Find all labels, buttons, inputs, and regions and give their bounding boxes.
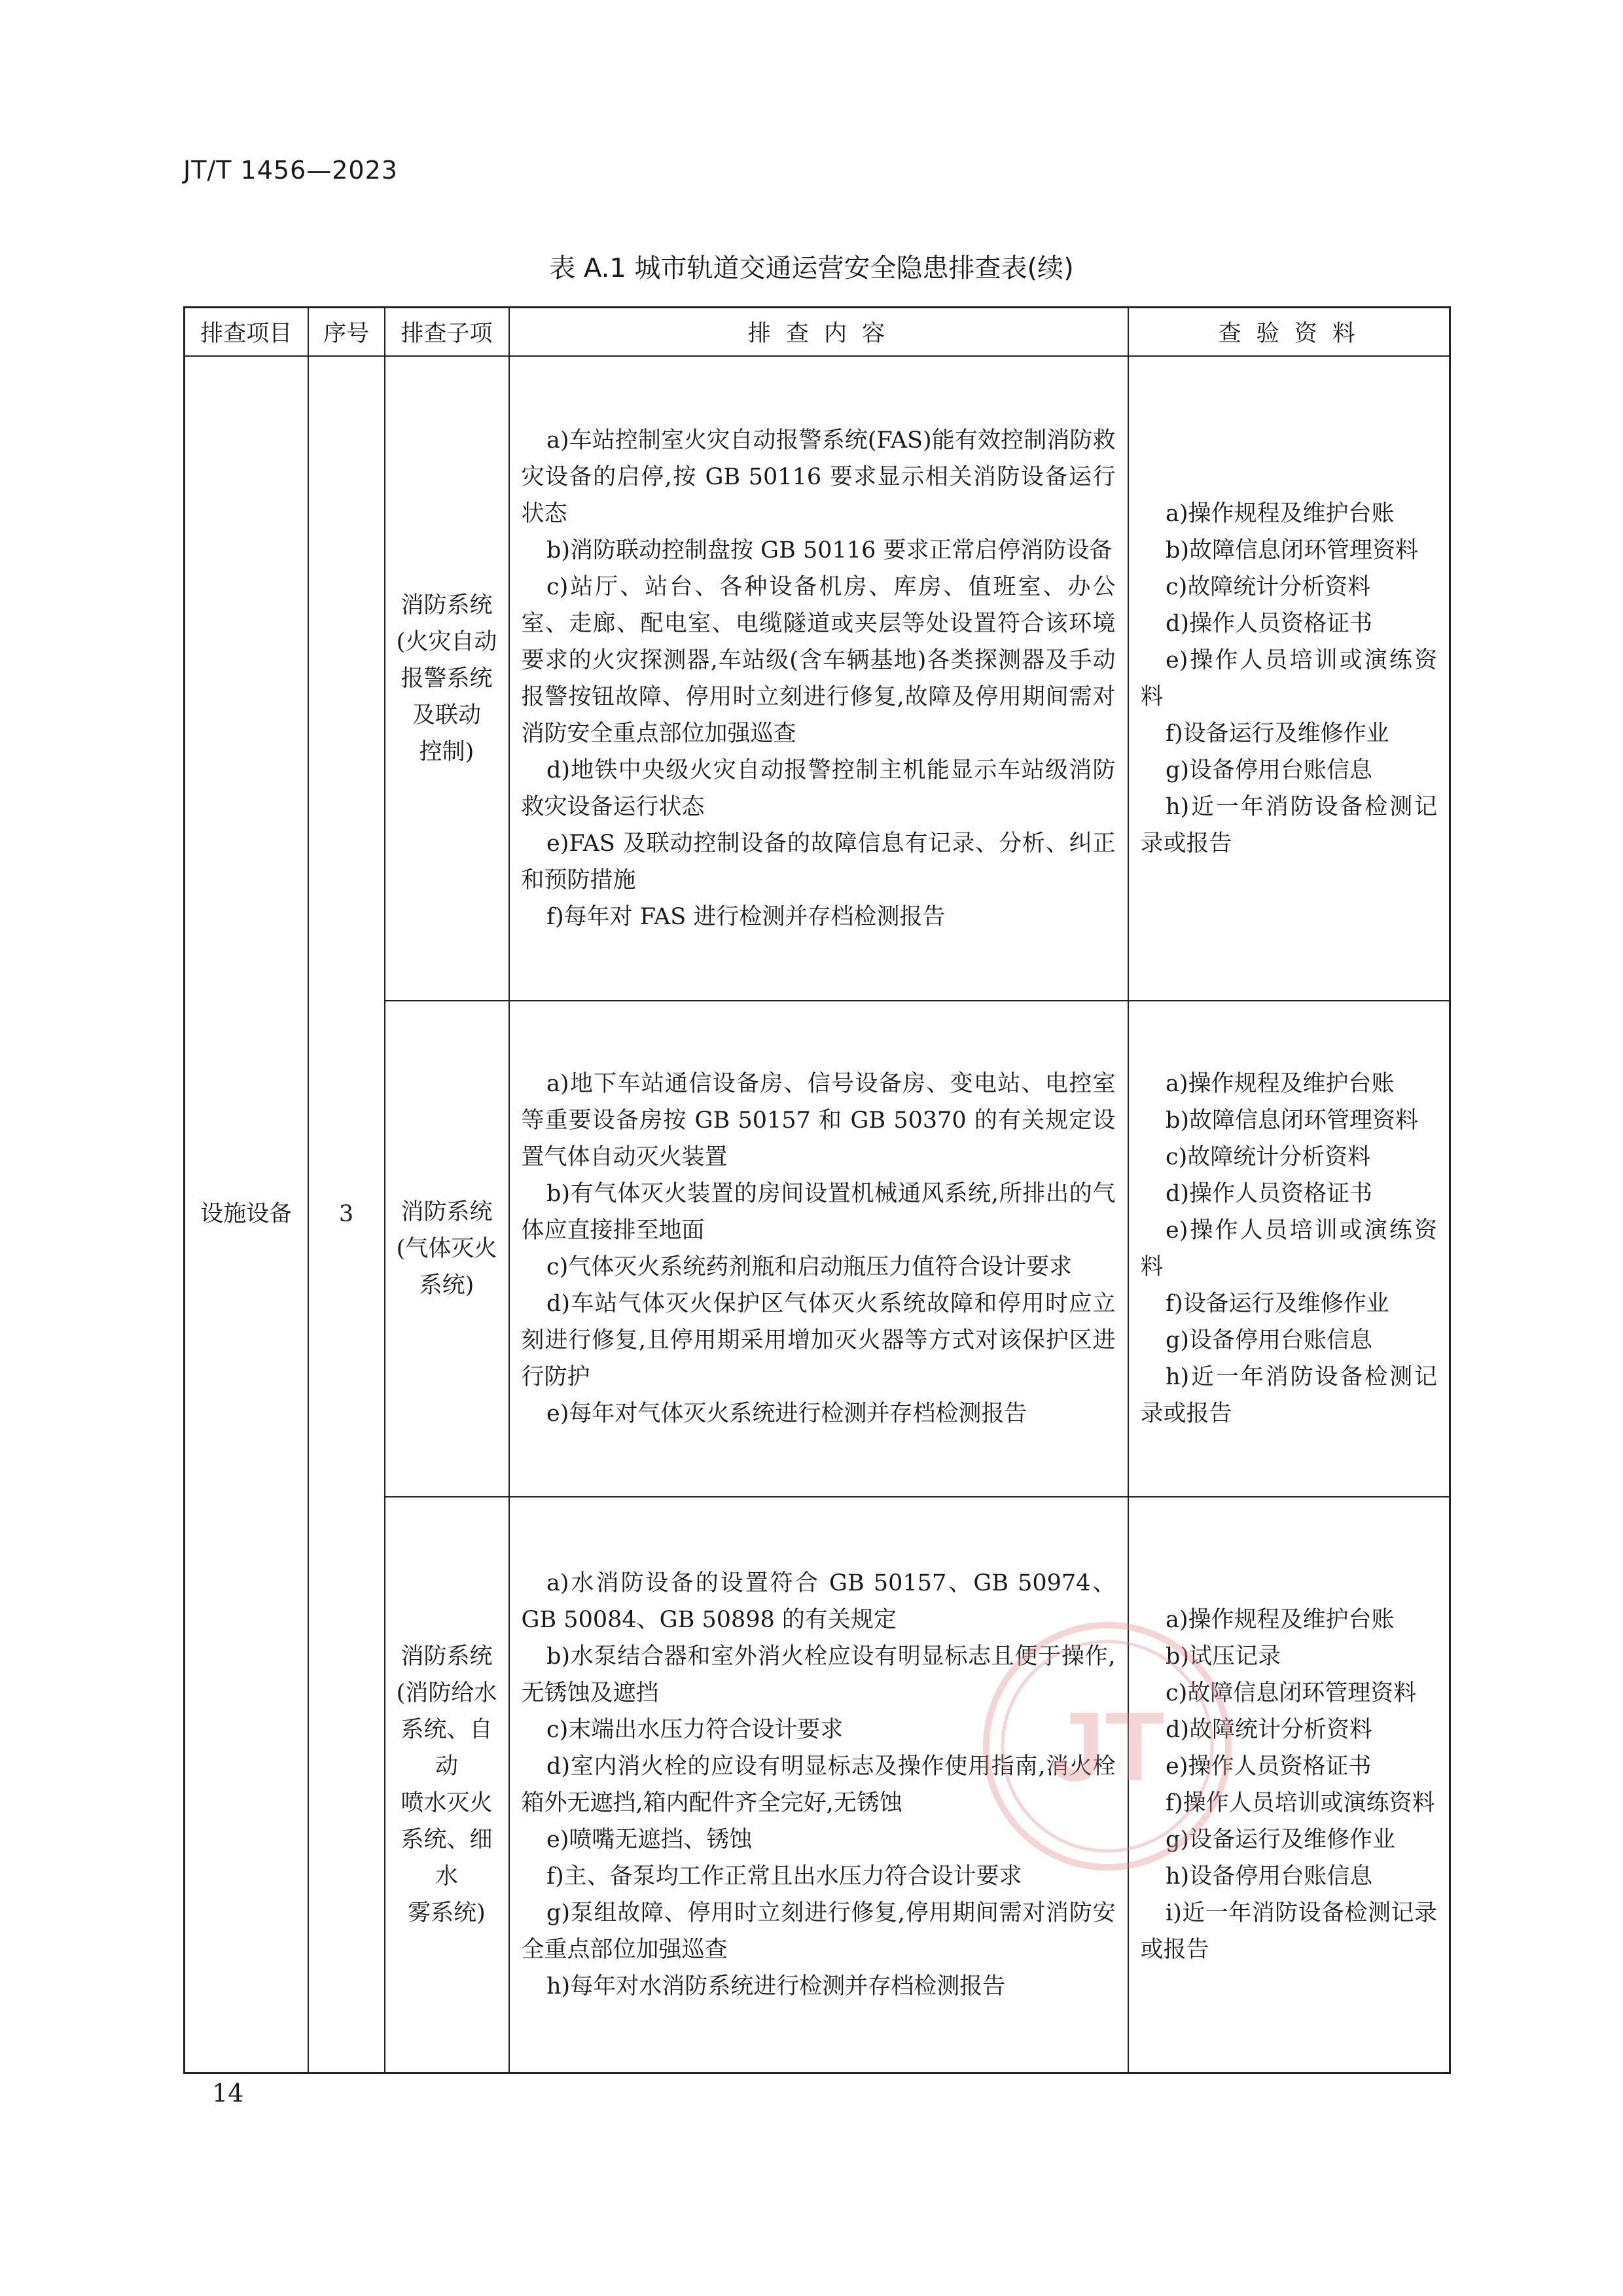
materials-item: d)操作人员资格证书 [1166,610,1373,637]
subitem-line: (消防给水 [396,1679,497,1706]
table-title: 表 A.1 城市轨道交通运营安全隐患排查表(续) [549,253,1074,283]
table-row [185,356,1450,1001]
materials-item: g)设备运行及维修作业 [1166,1826,1396,1853]
subitem-line: (气体灭火 [396,1236,497,1262]
materials-item: f)设备运行及维修作业 [1166,720,1389,747]
materials-item: b)故障信息闭环管理资料 [1166,537,1419,564]
content-item: f)主、备泵均工作正常且出水压力符合设计要求 [546,1863,1022,1890]
subitem-cell [385,356,509,1001]
subitem-line: 系统) [419,1272,474,1299]
inspection-table [183,306,1451,2074]
inspection-item-cell: 设施设备 [185,356,308,2073]
materials-cell [1128,1001,1450,1497]
materials-item: f)设备运行及维修作业 [1166,1291,1389,1317]
materials-item: c)故障统计分析资料 [1166,573,1371,600]
subitem-line: 控制) [419,738,474,765]
subitem-line: 系统、自动 [401,1716,493,1780]
content-item: c)末端出水压力符合设计要求 [546,1716,844,1743]
content-item: g)泵组故障、停用时立刻进行修复,停用期间需对消防安全重点部位加强巡查 [521,1899,1116,1963]
content-item: e)每年对气体灭火系统进行检测并存档检测报告 [546,1401,1027,1427]
column-header-materials: 查 验 资 料 [1128,308,1450,357]
content-item: b)消防联动控制盘按 GB 50116 要求正常启停消防设备 [546,537,1113,564]
sequence-number-cell: 3 [308,356,385,2073]
materials-item: b)故障信息闭环管理资料 [1166,1107,1419,1134]
content-item: b)水泵结合器和室外消火栓应设有明显标志且便于操作,无锈蚀及遮挡 [521,1643,1116,1706]
materials-item: a)操作规程及维护台账 [1166,500,1395,527]
materials-item: d)操作人员资格证书 [1166,1181,1373,1207]
content-item: d)车站气体灭火保护区气体灭火系统故障和停用时应立刻进行修复,且停用期采用增加灭火器等方式对该保护区进行防护 [521,1291,1116,1390]
content-item: d)室内消火栓的应设有明显标志及操作使用指南,消火栓箱外无遮挡,箱内配件齐全完好,无锈蚀 [521,1753,1116,1816]
subitem-line: 雾系统) [408,1899,486,1926]
materials-item: e)操作人员培训或演练资料 [1140,1217,1437,1280]
subitem-line: 及联动 [412,702,481,728]
content-item: d)地铁中央级火灾自动报警控制主机能显示车站级消防救灾设备运行状态 [521,757,1116,820]
materials-item: h)近一年消防设备检测记录或报告 [1140,1364,1437,1427]
content-item: a)车站控制室火灾自动报警系统(FAS)能有效控制消防救灾设备的启停,按 GB 50116 要求显示相关消防设备运行状态 [521,427,1116,527]
materials-item: b)试压记录 [1166,1643,1281,1670]
content-cell [509,356,1128,1001]
subitem-line: 喷水灭火 [401,1789,493,1816]
content-item: a)水消防设备的设置符合 GB 50157、GB 50974、GB 50084、GB 50898 的有关规定 [521,1570,1116,1633]
content-item: b)有气体灭火装置的房间设置机械通风系统,所排出的气体应直接排至地面 [521,1181,1116,1244]
content-item: c)气体灭火系统药剂瓶和启动瓶压力值符合设计要求 [546,1254,1073,1280]
subitem-cell [385,1001,509,1497]
materials-item: e)操作人员资格证书 [1166,1753,1372,1780]
page-number: 14 [212,2079,244,2108]
materials-item: e)操作人员培训或演练资料 [1140,647,1437,710]
content-item: c)站厅、站台、各种设备机房、库房、值班室、办公室、走廊、配电室、电缆隧道或夹层等处设置符合该环境要求的火灾探测器,车站级(含车辆基地)各类探测器及手动报警按钮故障、停用时立刻进行修复,故障及停用期间需对消防安全重点部位加强巡查 [521,573,1116,747]
subitem-cell [385,1497,509,2073]
column-header-item: 排查项目 [185,308,308,357]
materials-item: g)设备停用台账信息 [1166,757,1373,783]
content-item: f)每年对 FAS 进行检测并存档检测报告 [546,903,946,930]
materials-item: i)近一年消防设备检测记录或报告 [1140,1899,1437,1963]
materials-item: a)操作规程及维护台账 [1166,1606,1395,1633]
content-item: e)喷嘴无遮挡、锈蚀 [546,1826,753,1853]
materials-item: d)故障统计分析资料 [1166,1716,1373,1743]
content-item: e)FAS 及联动控制设备的故障信息有记录、分析、纠正和预防措施 [521,830,1116,893]
materials-item: h)近一年消防设备检测记录或报告 [1140,793,1437,857]
materials-item: h)设备停用台账信息 [1166,1863,1373,1890]
content-item: a)地下车站通信设备房、信号设备房、变电站、电控室等重要设备房按 GB 50157 和 GB 50370 的有关规定设置气体自动灭火装置 [521,1071,1116,1170]
subitem-line: (火灾自动 [396,628,497,655]
materials-item: f)操作人员培训或演练资料 [1166,1789,1435,1816]
jt-seal-watermark [976,1615,1238,1877]
content-cell [509,1001,1128,1497]
subitem-line: 消防系统 [401,592,493,619]
content-item: h)每年对水消防系统进行检测并存档检测报告 [546,1973,1006,2000]
materials-item: c)故障统计分析资料 [1166,1144,1371,1170]
materials-item: g)设备停用台账信息 [1166,1327,1373,1354]
column-header-seq: 序号 [308,308,385,357]
subitem-line: 消防系统 [401,1643,493,1670]
materials-item: a)操作规程及维护台账 [1166,1071,1395,1097]
subitem-line: 消防系统 [401,1199,493,1225]
column-header-subitem: 排查子项 [385,308,509,357]
materials-item: c)故障信息闭环管理资料 [1166,1679,1417,1706]
subitem-line: 系统、细水 [401,1826,493,1890]
standard-code: JT/T 1456—2023 [183,156,398,185]
materials-cell [1128,356,1450,1001]
column-header-content: 排 查 内 容 [509,308,1128,357]
table-header-row [185,308,1450,357]
watermark-text: JT [1050,1691,1165,1801]
subitem-line: 报警系统 [401,665,493,692]
